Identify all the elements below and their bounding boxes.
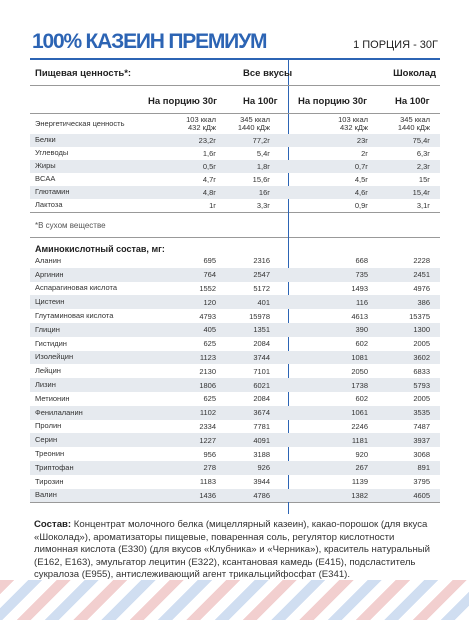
table-row (30, 420, 440, 434)
row-value: 15978 (249, 311, 270, 321)
row-value: 4091 (253, 435, 270, 445)
row-value: 0,7г (354, 162, 368, 171)
label-page (30, 28, 440, 503)
row-value: 405 (203, 325, 216, 335)
row-value: 4793 (199, 311, 216, 321)
row-value: 390 (355, 325, 368, 335)
row-value: 1123 (199, 352, 216, 362)
table-row (30, 475, 440, 489)
table-row (30, 134, 440, 147)
composition-text: Концентрат молочного белка (мицеллярный казеин), какао-порошок (для вкуса «Шоколад»), ароматизаторы пищевые, поваренная соль, регулятор кислотности лимонная кислота (Е330) (для вкусов «Клубника» и «Черника»), краситель натуральный (Е162, Е163), эмульгатор лецитин (Е322), ксантановая камедь (Е415), подсластитель сукралоза (Е955), антислеживающий агент трикальцийфосфат (Е341). (34, 519, 430, 581)
table-row (30, 114, 440, 134)
row-value: 1181 (351, 435, 368, 445)
row-label: Тирозин (35, 476, 64, 486)
column-header-row (30, 86, 440, 114)
row-value: 6833 (413, 366, 430, 376)
col-header-portion: На порцию 30г (298, 96, 368, 107)
row-value: 2084 (253, 394, 270, 404)
row-value: 2г (361, 149, 368, 158)
row-value: 75,4г (412, 136, 430, 145)
row-value: 15,6г (252, 175, 270, 184)
row-value: 4,8г (202, 188, 216, 197)
row-value: 7781 (253, 421, 270, 431)
row-value: 15г (418, 175, 430, 184)
col-header-100g: На 100г (243, 96, 278, 107)
row-value: 23,2г (198, 136, 216, 145)
row-value: 1102 (199, 408, 216, 418)
row-value: 602 (355, 394, 368, 404)
row-value: 1493 (351, 283, 368, 293)
row-value: 3937 (413, 435, 430, 445)
row-label: Изолейцин (35, 352, 74, 362)
row-value: 2050 (351, 366, 368, 376)
table-row (30, 254, 440, 268)
row-value: 345 ккал 1440 кДж (237, 115, 270, 132)
row-value: 4786 (253, 490, 270, 500)
row-value: 3744 (253, 352, 270, 362)
table-row (30, 406, 440, 420)
row-label: Серин (35, 435, 58, 445)
row-label: Метионин (35, 393, 70, 403)
row-value: 1738 (351, 380, 368, 390)
row-value: 5,4г (256, 149, 270, 158)
row-label: Лизин (35, 379, 56, 389)
table-row (30, 364, 440, 378)
row-value: 926 (257, 463, 270, 473)
row-value: 103 ккал 432 кДж (338, 115, 368, 132)
row-label: Глютамин (35, 187, 70, 197)
product-title: 100% КАЗЕИН ПРЕМИУМ (32, 30, 267, 53)
table-row (30, 173, 440, 186)
row-value: 3674 (253, 408, 270, 418)
composition (34, 519, 434, 582)
row-value: 1227 (199, 435, 216, 445)
row-value: 345 ккал 1440 кДж (397, 115, 430, 132)
row-value: 956 (203, 449, 216, 459)
row-value: 23г (356, 136, 368, 145)
row-label: Аргинин (35, 269, 64, 279)
row-label: Треонин (35, 448, 65, 458)
row-value: 4,6г (354, 188, 368, 197)
row-value: 5172 (253, 283, 270, 293)
row-label: BCAA (35, 174, 56, 184)
table-row (30, 392, 440, 406)
row-value: 77,2г (252, 136, 270, 145)
row-value: 668 (355, 256, 368, 266)
footnote: *В сухом веществе (30, 212, 440, 238)
row-label: Пролин (35, 421, 62, 431)
row-label: Лейцин (35, 366, 61, 376)
row-value: 2,3г (416, 162, 430, 171)
row-value: 2005 (413, 394, 430, 404)
row-value: 4976 (413, 283, 430, 293)
row-value: 15,4г (412, 188, 430, 197)
row-label: Энергетическая ценность (35, 118, 125, 128)
row-label: Жиры (35, 161, 56, 171)
row-label: Лактоза (35, 200, 63, 210)
table-row (30, 337, 440, 351)
row-value: 7487 (413, 421, 430, 431)
row-value: 120 (203, 297, 216, 307)
row-value: 3795 (413, 477, 430, 487)
col-header-100g: На 100г (395, 96, 430, 107)
row-value: 386 (417, 297, 430, 307)
row-value: 2228 (413, 256, 430, 266)
row-label: Глицин (35, 324, 60, 334)
row-label: Гистидин (35, 338, 67, 348)
row-value: 116 (356, 297, 368, 307)
row-label: Глутаминовая кислота (35, 310, 114, 320)
table-row (30, 186, 440, 199)
row-label: Цистеин (35, 297, 65, 307)
table-bottom-border (30, 502, 440, 503)
row-label: Белки (35, 135, 56, 145)
table-row (30, 282, 440, 296)
col-header-portion: На порцию 30г (148, 96, 218, 107)
row-value: 2334 (199, 421, 216, 431)
row-value: 1,8г (256, 162, 270, 171)
decorative-stripes (0, 580, 469, 620)
row-value: 6,3г (416, 149, 430, 158)
table-row (30, 309, 440, 323)
row-value: 3188 (253, 449, 270, 459)
row-value: 4,5г (354, 175, 368, 184)
row-value: 1081 (351, 352, 368, 362)
row-value: 3535 (413, 408, 430, 418)
row-value: 3944 (253, 477, 270, 487)
row-value: 1г (209, 201, 216, 210)
row-value: 7101 (253, 366, 270, 376)
nutrition-rows (30, 114, 440, 212)
row-value: 2084 (253, 339, 270, 349)
row-value: 891 (417, 463, 430, 473)
nutrition-label: Пищевая ценность*: (35, 68, 132, 79)
row-label: Аспарагиновая кислота (35, 283, 117, 293)
table-row (30, 378, 440, 392)
row-value: 1351 (253, 325, 270, 335)
table-row (30, 160, 440, 173)
row-value: 278 (203, 463, 216, 473)
row-value: 2316 (253, 256, 270, 266)
row-value: 695 (203, 256, 216, 266)
row-value: 764 (203, 270, 216, 280)
table-row (30, 447, 440, 461)
row-value: 5793 (413, 380, 430, 390)
row-value: 735 (355, 270, 368, 280)
row-label: Триптофан (35, 462, 74, 472)
amino-title: Аминокислотный состав, мг: (35, 244, 165, 254)
row-value: 1139 (351, 477, 368, 487)
row-value: 1806 (199, 380, 216, 390)
row-value: 2451 (413, 270, 430, 280)
row-value: 3,1г (416, 201, 430, 210)
row-value: 1,6г (202, 149, 216, 158)
row-value: 1436 (199, 490, 216, 500)
row-value: 103 ккал 432 кДж (186, 115, 216, 132)
row-value: 2130 (199, 366, 216, 376)
row-label: Фенилаланин (35, 407, 83, 417)
table-row (30, 268, 440, 282)
group-all-flavors: Все вкусы (243, 68, 293, 79)
row-value: 401 (257, 297, 270, 307)
row-value: 3068 (413, 449, 430, 459)
row-value: 267 (355, 463, 368, 473)
row-label: Валин (35, 490, 57, 500)
row-value: 6021 (253, 380, 270, 390)
row-value: 3,3г (256, 201, 270, 210)
table-row (30, 199, 440, 212)
row-value: 4613 (351, 311, 368, 321)
row-value: 1300 (413, 325, 430, 335)
table-row (30, 461, 440, 475)
table-row (30, 323, 440, 337)
row-value: 2005 (413, 339, 430, 349)
table-row (30, 489, 440, 503)
portion-size: 1 ПОРЦИЯ - 30Г (353, 39, 438, 51)
row-value: 1552 (199, 283, 216, 293)
row-label: Углеводы (35, 148, 69, 158)
composition-label: Состав: (34, 519, 72, 530)
table-row (30, 433, 440, 447)
row-value: 2246 (351, 421, 368, 431)
row-value: 15375 (409, 311, 430, 321)
row-value: 602 (355, 339, 368, 349)
row-value: 920 (355, 449, 368, 459)
row-value: 1061 (351, 408, 368, 418)
row-value: 625 (203, 394, 216, 404)
row-label: Аланин (35, 255, 62, 265)
nutrition-table (30, 60, 440, 503)
header (30, 28, 440, 60)
table-row (30, 295, 440, 309)
group-chocolate: Шоколад (393, 68, 436, 79)
row-value: 4,7г (202, 175, 216, 184)
group-header-row (30, 60, 440, 86)
row-value: 625 (203, 339, 216, 349)
row-value: 3602 (413, 352, 430, 362)
row-value: 4605 (413, 490, 430, 500)
table-row (30, 147, 440, 160)
row-value: 0,5г (202, 162, 216, 171)
row-value: 16г (258, 188, 270, 197)
row-value: 1183 (199, 477, 216, 487)
row-value: 2547 (253, 270, 270, 280)
amino-rows (30, 254, 440, 502)
row-value: 0,9г (354, 201, 368, 210)
row-value: 1382 (351, 490, 368, 500)
table-row (30, 351, 440, 365)
